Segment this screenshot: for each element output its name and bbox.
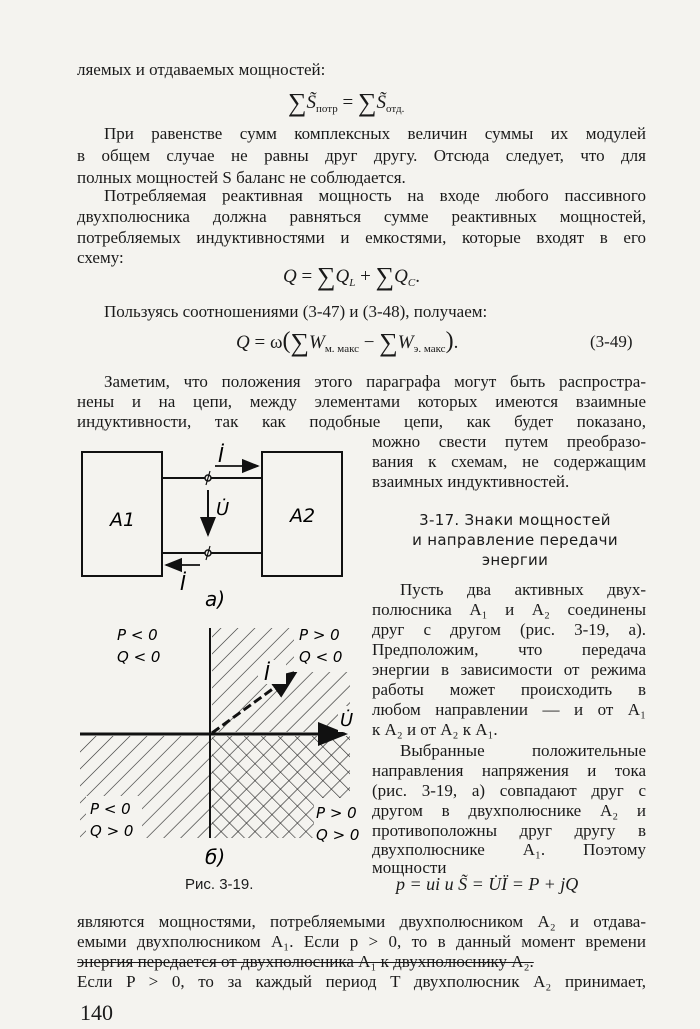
formula-reactive-sum: $Q = \sum Q_L + \sum Q_C$.: [283, 262, 420, 291]
paragraph-line: полюсника A₁ и A₂ соединены: [372, 600, 646, 619]
subfigure-label-a: а): [205, 587, 226, 611]
equation-number: (3-49): [590, 332, 633, 351]
current-label-top: İ: [218, 443, 224, 467]
formula-3-49: $Q = \omega(\sum W_{м. макс} - \sum W_{э. макс})$.: [236, 328, 459, 357]
quadrant-label: Q > 0: [90, 822, 134, 840]
box-label-a1: A1: [110, 509, 136, 531]
paragraph-line: Потребляемая реактивная мощность на входе любого пассивного: [104, 186, 646, 205]
paragraph-line: индуктивности, так как подобные цепи, как будет показано,: [77, 412, 646, 431]
box-label-a2: A2: [290, 505, 316, 527]
formula-power: p = ui и S̃ = U̇Ï = P + jQ: [396, 874, 579, 894]
paragraph-line: энергии в зависимости от режима: [372, 660, 646, 679]
paragraph-line: двухполюснике A₁. Поэтому: [372, 840, 646, 859]
paragraph-line: к A₂ и от A₂ к A₁.: [372, 720, 498, 739]
quadrant-label: P > 0: [299, 626, 340, 644]
paragraph-line: энергия передается от двухполюсника A₁ к двухполюснику A₂.: [77, 952, 534, 971]
paragraph-line: емыми двухполюсником A₁. Если p > 0, то в данный момент времени: [77, 932, 646, 951]
current-label-bottom: İ: [180, 571, 186, 595]
paragraph-line: являются мощностями, потребляемыми двухполюсником A₂ и отдава-: [77, 912, 646, 931]
section-heading-line: энергии: [481, 551, 549, 569]
paragraph-line: другом в двухполюснике A₂ и: [372, 801, 646, 820]
paragraph-line: схему:: [77, 248, 124, 267]
paragraph-line: При равенстве сумм комплексных величин суммы их модулей: [104, 124, 646, 143]
quadrant-label: Q < 0: [299, 648, 343, 666]
paragraph-line: (рис. 3-19, а) совпадают друг с: [372, 781, 646, 800]
paragraph-line: любом направлении — и от A₁: [372, 700, 646, 719]
paragraph-line: работы может происходить в: [372, 680, 646, 699]
paragraph-line: Предположим, что передача: [372, 640, 646, 659]
section-heading-line: 3-17. Знаки мощностей: [419, 511, 611, 529]
paragraph-line: Пользуясь соотношениями (3-47) и (3-48), получаем:: [104, 302, 488, 321]
paragraph-line: в общем случае не равны друг другу. Отсюда следует, что для: [77, 146, 646, 165]
quadrant-label: Q < 0: [117, 648, 161, 666]
paragraph-line: потребляемых индуктивностями и емкостями, которые входят в его: [77, 228, 646, 247]
paragraph-line: друг с другом (рис. 3-19, а).: [372, 620, 646, 639]
paragraph-line: мощности: [372, 858, 447, 877]
paragraph-line: Выбранные положительные: [400, 741, 646, 760]
paragraph-line: направления напряжения и тока: [372, 761, 646, 780]
page-number: 140: [80, 1000, 113, 1025]
phasor-label-u: U̇: [340, 710, 354, 731]
figure-caption: Рис. 3-19.: [185, 876, 254, 893]
quadrant-label: P > 0: [316, 804, 357, 822]
paragraph-line: нены и на цепи, между элементами которых имеются взаимные: [77, 392, 646, 411]
phasor-label-i: İ: [264, 661, 270, 685]
paragraph-line: ляемых и отдаваемых мощностей:: [77, 60, 326, 79]
quadrant-label: P < 0: [90, 800, 131, 818]
paragraph-line: вания к схемам, не содержащим: [372, 452, 646, 471]
formula-balance-s: $\sum S̃_{потр}$ = $\sum S̃_{отд.}$: [288, 88, 405, 117]
section-heading-line: и направление передачи: [412, 531, 618, 549]
paragraph-line: Пусть два активных двух-: [400, 580, 646, 599]
paragraph-line: можно свести путем преобразо-: [372, 432, 646, 451]
quadrant-label: Q > 0: [316, 826, 360, 844]
subfigure-label-b: б): [205, 845, 226, 869]
paragraph-line: взаимных индуктивностей.: [372, 472, 570, 491]
paragraph-line: полных мощностей S баланс не соблюдается.: [77, 168, 406, 187]
paragraph-line: двухполюсника должна равняться сумме реактивных мощностей,: [77, 207, 646, 226]
paragraph-line: Заметим, что положения этого параграфа могут быть распростра-: [104, 372, 646, 391]
paragraph-line: противоположны друг другу в: [372, 821, 646, 840]
voltage-label: U̇: [216, 499, 230, 520]
quadrant-label: P < 0: [117, 626, 158, 644]
paragraph-line: Если P > 0, то за каждый период T двухполюсник A₂ принимает,: [77, 972, 646, 991]
